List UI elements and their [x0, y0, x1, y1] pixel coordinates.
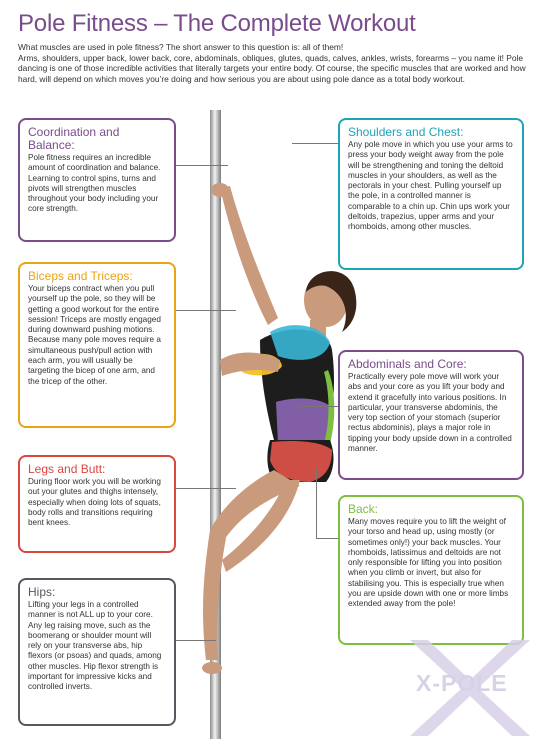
leader-shoulders: [292, 143, 338, 144]
abdominals-title: Abdominals and Core:: [348, 357, 467, 371]
page-title: Pole Fitness – The Complete Workout: [18, 10, 416, 37]
legs-title: Legs and Butt:: [28, 462, 106, 476]
legs-card: [18, 455, 176, 553]
intro-line-2: Arms, shoulders, upper back, lower back, core, abdominals, obliques, glutes, quads, calves, ankles, wrists, forearms – you name it! Pole dancing is one of those incredible activities that literally targets your entire body. Of course, the specific muscles that are worked and how hard, will depend on which moves you’re doing and how serious you are about using pole dance as a total body workout.: [18, 52, 526, 84]
intro-line-1: What muscles are used in pole fitness? The short answer to this question is: all of them!: [18, 42, 344, 52]
leader-biceps: [176, 310, 236, 311]
biceps-card: [18, 262, 176, 428]
biceps-title: Biceps and Triceps:: [28, 269, 133, 283]
hips-title: Hips:: [28, 585, 56, 599]
leader-legs: [176, 488, 236, 489]
hips-body: Lifting your legs in a controlled manner is not ALL up to your core. Any leg raising move, such as the boomerang or shoulder mount will rely on your transverse abs, hip flexors (or psoas) and quads, among other muscles. Hip flexor strength is important for impressive kicks and controlled inverts.: [28, 600, 162, 692]
coordination-body: Pole fitness requires an incredible amount of coordination and balance. Learning to control spins, turns and pivots will strengthen muscles throughout your body including your core strength.: [28, 153, 161, 214]
foot: [202, 662, 222, 674]
legs-body: During floor work you will be working out your glutes and thighs intensely, especially when doing lots of squats, body rolls and transitions requiring bent knees.: [28, 477, 161, 528]
raised-arm: [220, 186, 278, 325]
shoulders-title: Shoulders and Chest:: [348, 125, 464, 139]
leader-coordination: [176, 165, 228, 166]
intro-text: [18, 42, 532, 84]
back-card: [338, 495, 524, 645]
hips-card: [18, 578, 176, 726]
abdominals-card: [338, 350, 524, 480]
biceps-body: Your biceps contract when you pull yourself up the pole, so they will be getting a good workout for the entire session! Triceps are mostly engaged during downward pushing motions. Because many pole moves require a simultaneous push/pull action with each arm, you will usually be targeting the bicep of one arm, and the tricep of the other.: [28, 284, 161, 386]
leader-hips: [176, 640, 216, 641]
back-body: Many moves require you to lift the weight of your torso and head up, using mostly (or sometimes only!) your back muscles. Your rhomboids, latissimus and deltoids are not only responsible for lifting you into position when you climb or invert, but also for stabilising you. This is especially true when you are upside down with one or more limbs extended away from the pole!: [348, 517, 509, 609]
leader-back: [316, 468, 339, 539]
xpole-logo-text: X-POLE: [416, 670, 508, 696]
upper-hand: [211, 183, 229, 197]
shoulders-card: [338, 118, 524, 270]
leader-abdominals: [300, 406, 338, 407]
coordination-title: Coordination and Balance:: [28, 125, 120, 152]
shoulders-body: Any pole move in which you use your arms to press your body weight away from the pole will be strengthening and toning the deltoid muscles in your shoulders, as well as the pectorals in your chest. Pulling yourself up the pole, in a controlled manner is comparable to a chin up. Chin ups work your deltoids, trapezius, upper arms and your rhomboids, among other muscles.: [348, 140, 513, 232]
coordination-card: [18, 118, 176, 242]
back-title: Back:: [348, 502, 379, 516]
abdominals-body: Practically every pole move will work your abs and your core as you lift your body and extend it gracefully into various positions. In particular, your transverse abdominis, the very top section of your stomach (superior rectus abdominis), plays a major role in tipping your body upside down in a controlled manner.: [348, 372, 512, 454]
